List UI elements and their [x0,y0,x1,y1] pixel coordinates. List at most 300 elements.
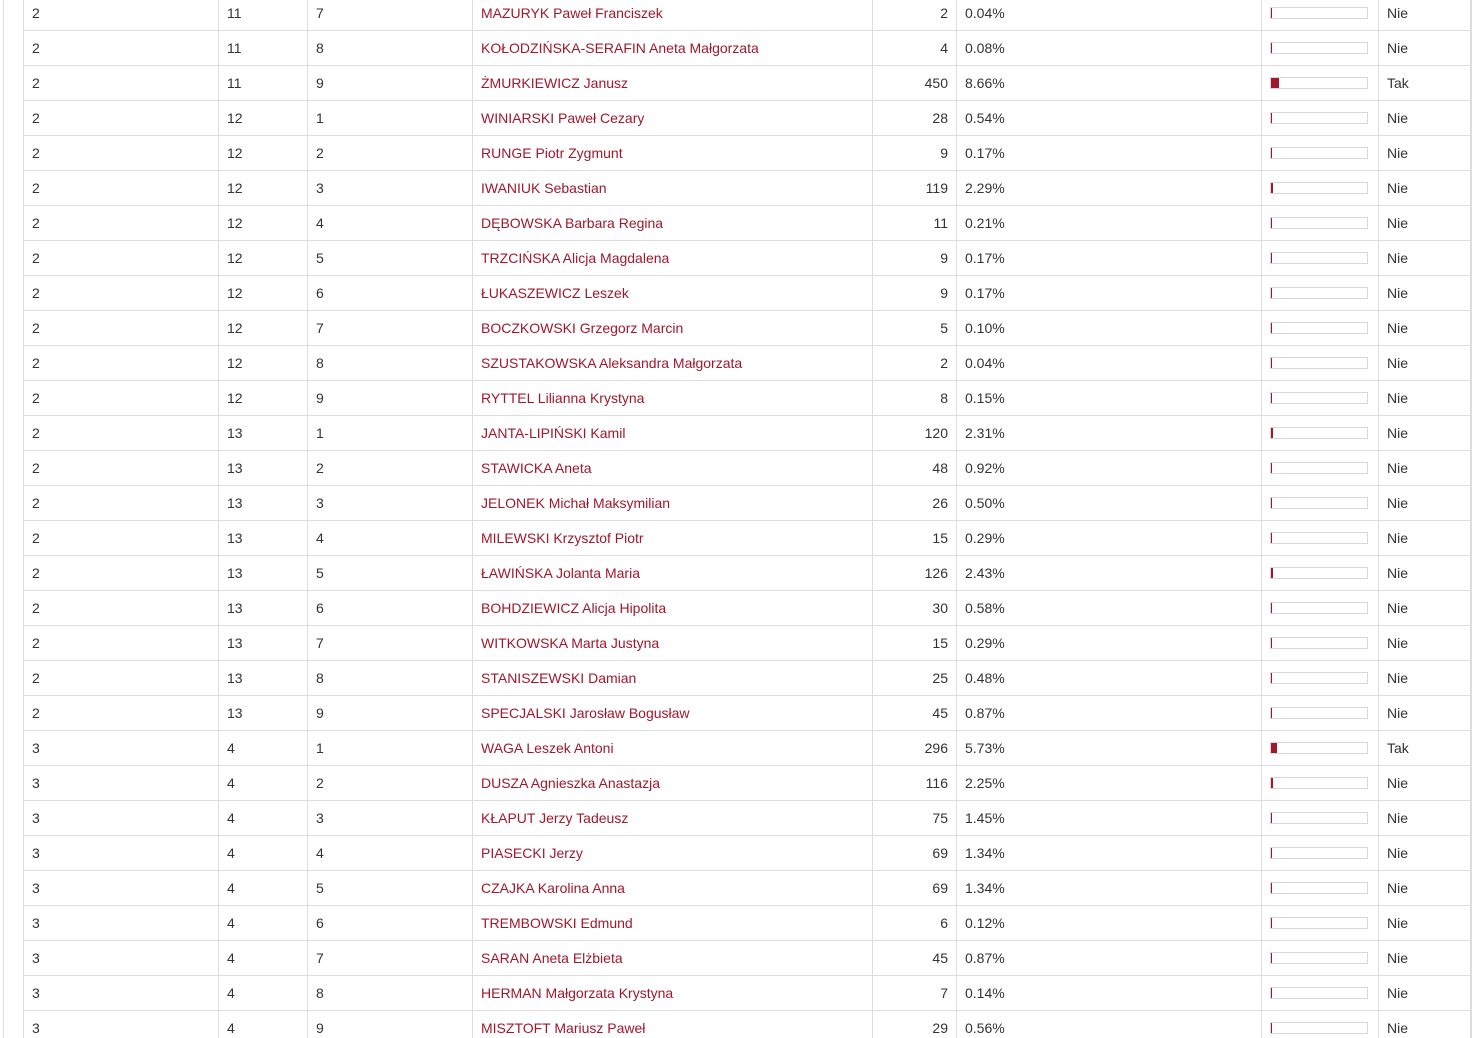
share-bar-cell [1262,976,1379,1011]
percent-text: 0.15% [965,390,1005,406]
list-position-cell [308,346,473,381]
votes-text: 29 [932,1020,948,1036]
list-position-cell [308,941,473,976]
vote-share-bar-fill [1271,918,1272,928]
district-cell [24,836,219,871]
list-number-text: 11 [227,40,242,56]
percent-text: 0.54% [965,110,1005,126]
candidate-name-cell [473,0,873,31]
district-text: 2 [32,600,40,616]
candidate-link[interactable]: WAGA Leszek Antoni [481,740,614,756]
district-text: 3 [32,880,40,896]
percent-text: 0.92% [965,460,1005,476]
district-text: 2 [32,145,40,161]
candidate-name-cell [473,906,873,941]
vote-share-bar-fill [1271,358,1272,368]
list-position-text: 2 [316,460,324,476]
candidate-link[interactable]: MAZURYK Paweł Franciszek [481,5,663,21]
list-position-text: 2 [316,145,324,161]
list-position-cell [308,556,473,591]
district-cell [24,696,219,731]
vote-share-bar [1270,182,1368,194]
percent-cell [957,241,1262,276]
candidate-link[interactable]: KOŁODZIŃSKA-SERAFIN Aneta Małgorzata [481,40,759,56]
vote-share-bar-fill [1271,498,1272,508]
percent-text: 0.29% [965,635,1005,651]
vote-share-bar [1270,777,1368,789]
votes-cell [873,941,957,976]
percent-text: 1.45% [965,810,1005,826]
elected-text: Nie [1387,915,1409,931]
list-position-cell [308,136,473,171]
list-number-cell [219,871,308,906]
elected-text: Nie [1387,600,1409,616]
list-position-text: 7 [316,5,324,21]
percent-text: 5.73% [965,740,1005,756]
vote-share-bar [1270,882,1368,894]
table-row [24,871,1472,906]
district-cell [24,486,219,521]
candidates-results-table [23,0,1472,1038]
candidate-name-cell [473,311,873,346]
list-position-cell [308,66,473,101]
percent-cell [957,556,1262,591]
list-position-cell [308,416,473,451]
votes-cell [873,381,957,416]
vote-share-bar [1270,602,1368,614]
percent-cell [957,801,1262,836]
elected-text: Nie [1387,320,1409,336]
share-bar-cell [1262,416,1379,451]
votes-text: 8 [940,390,948,406]
list-position-cell [308,976,473,1011]
candidate-name-cell [473,416,873,451]
vote-share-bar-fill [1271,848,1272,858]
vote-share-bar [1270,357,1368,369]
district-cell [24,766,219,801]
candidate-link[interactable]: WINIARSKI Paweł Cezary [481,110,645,126]
votes-cell [873,101,957,136]
list-position-cell [308,0,473,31]
table-row [24,0,1472,31]
votes-cell [873,171,957,206]
percent-cell [957,1011,1262,1038]
votes-text: 120 [924,425,948,441]
candidate-name-cell [473,836,873,871]
percent-cell [957,696,1262,731]
list-position-cell [308,31,473,66]
votes-text: 296 [924,740,948,756]
district-cell [24,591,219,626]
percent-cell [957,276,1262,311]
votes-text: 15 [932,635,948,651]
table-row [24,941,1472,976]
candidate-link[interactable]: DUSZA Agnieszka Anastazja [481,775,660,791]
list-position-text: 3 [316,495,324,511]
candidate-name-cell [473,136,873,171]
percent-text: 0.87% [965,950,1005,966]
votes-text: 119 [925,180,948,196]
list-position-cell [308,1011,473,1038]
district-cell [24,136,219,171]
vote-share-bar-fill [1271,568,1273,578]
candidate-link[interactable]: CZAJKA Karolina Anna [481,880,625,896]
votes-text: 45 [932,705,948,721]
candidate-link[interactable]: SZUSTAKOWSKA Aleksandra Małgorzata [481,355,743,371]
elected-text: Nie [1387,880,1409,896]
candidate-name-cell [473,66,873,101]
list-position-text: 5 [316,880,324,896]
elected-text: Nie [1387,670,1409,686]
table-row [24,451,1472,486]
elected-cell [1379,101,1472,136]
candidate-link[interactable]: IWANIUK Sebastian [481,180,607,196]
elected-cell [1379,976,1472,1011]
candidate-name-cell [473,101,873,136]
district-text: 2 [32,670,40,686]
candidate-link[interactable]: PIASECKI Jerzy [481,845,583,861]
list-position-cell [308,836,473,871]
percent-cell [957,346,1262,381]
list-position-text: 5 [316,565,324,581]
elected-cell [1379,381,1472,416]
list-number-cell [219,1011,308,1038]
list-number-cell [219,101,308,136]
district-text: 3 [32,740,40,756]
elected-text: Nie [1387,985,1409,1001]
elected-cell [1379,556,1472,591]
vote-share-bar [1270,287,1368,299]
candidate-link[interactable]: HERMAN Małgorzata Krystyna [481,985,674,1001]
table-row [24,906,1472,941]
list-position-text: 8 [316,40,324,56]
votes-text: 116 [925,775,948,791]
vote-share-bar-fill [1271,253,1272,263]
list-position-cell [308,311,473,346]
percent-cell [957,591,1262,626]
share-bar-cell [1262,171,1379,206]
percent-cell [957,136,1262,171]
percent-cell [957,311,1262,346]
list-number-text: 4 [227,950,235,966]
district-text: 3 [32,845,40,861]
district-text: 2 [32,5,40,21]
list-number-text: 13 [227,460,243,476]
vote-share-bar-fill [1271,463,1272,473]
vote-share-bar [1270,42,1368,54]
district-cell [24,66,219,101]
candidate-link[interactable]: STANISZEWSKI Damian [481,670,637,686]
candidate-link[interactable]: MISZTOFT Mariusz Paweł [481,1020,646,1036]
candidate-name-cell [473,976,873,1011]
list-number-text: 13 [227,425,243,441]
list-number-cell [219,241,308,276]
elected-cell [1379,31,1472,66]
list-position-text: 7 [316,320,324,336]
list-position-text: 7 [316,635,324,651]
elected-cell [1379,731,1472,766]
percent-cell [957,661,1262,696]
list-position-cell [308,101,473,136]
candidate-link[interactable]: TRZCIŃSKA Alicja Magdalena [481,250,670,266]
vote-share-bar-fill [1271,953,1272,963]
candidate-link[interactable]: KŁAPUT Jerzy Tadeusz [481,810,629,826]
table-row [24,381,1472,416]
vote-share-bar [1270,987,1368,999]
district-text: 2 [32,320,40,336]
candidate-link[interactable]: JELONEK Michał Maksymilian [481,495,671,511]
table-row [24,556,1472,591]
candidate-link[interactable]: ŻMURKIEWICZ Janusz [481,75,629,91]
candidate-link[interactable]: DĘBOWSKA Barbara Regina [481,215,664,231]
vote-share-bar [1270,917,1368,929]
list-number-text: 12 [227,285,243,301]
list-number-text: 12 [227,110,243,126]
table-row [24,241,1472,276]
candidate-link[interactable]: MILEWSKI Krzysztof Piotr [481,530,644,546]
list-number-text: 4 [227,985,235,1001]
share-bar-cell [1262,731,1379,766]
elected-cell [1379,871,1472,906]
table-row [24,66,1472,101]
candidate-link[interactable]: ŁAWIŃSKA Jolanta Maria [481,565,640,581]
percent-cell [957,101,1262,136]
list-number-cell [219,381,308,416]
list-number-cell [219,591,308,626]
list-position-text: 6 [316,600,324,616]
votes-cell [873,521,957,556]
votes-text: 4 [940,40,948,56]
share-bar-cell [1262,521,1379,556]
list-position-cell [308,276,473,311]
candidate-name-cell [473,381,873,416]
elected-cell [1379,521,1472,556]
vote-share-bar [1270,812,1368,824]
table-row [24,521,1472,556]
district-cell [24,31,219,66]
district-text: 2 [32,355,40,371]
votes-text: 2 [940,5,948,21]
candidate-name-cell [473,276,873,311]
votes-text: 75 [932,810,948,826]
votes-text: 69 [932,845,948,861]
share-bar-cell [1262,906,1379,941]
share-bar-cell [1262,766,1379,801]
elected-text: Nie [1387,355,1409,371]
votes-cell [873,241,957,276]
votes-cell [873,976,957,1011]
percent-cell [957,66,1262,101]
elected-cell [1379,171,1472,206]
percent-cell [957,521,1262,556]
table-row [24,801,1472,836]
percent-cell [957,941,1262,976]
page-left-border [3,0,4,1038]
elected-cell [1379,941,1472,976]
list-number-text: 13 [227,705,243,721]
list-position-text: 3 [316,810,324,826]
district-cell [24,346,219,381]
candidate-link[interactable]: SPECJALSKI Jarosław Bogusław [481,705,690,721]
percent-cell [957,626,1262,661]
list-number-cell [219,521,308,556]
district-cell [24,416,219,451]
vote-share-bar-fill [1271,1023,1272,1033]
list-position-text: 9 [316,1020,324,1036]
percent-cell [957,0,1262,31]
votes-cell [873,836,957,871]
list-position-text: 3 [316,180,324,196]
list-position-text: 5 [316,250,324,266]
percent-text: 0.50% [965,495,1005,511]
vote-share-bar-fill [1271,78,1279,88]
votes-text: 48 [932,460,948,476]
share-bar-cell [1262,0,1379,31]
list-position-cell [308,381,473,416]
district-cell [24,276,219,311]
list-number-cell [219,66,308,101]
vote-share-bar-fill [1271,288,1272,298]
candidate-link[interactable]: BOHDZIEWICZ Alicja Hipolita [481,600,667,616]
share-bar-cell [1262,311,1379,346]
list-position-cell [308,591,473,626]
list-number-cell [219,626,308,661]
share-bar-cell [1262,1011,1379,1038]
vote-share-bar-fill [1271,183,1273,193]
percent-text: 0.56% [965,1020,1005,1036]
vote-share-bar-fill [1271,603,1272,613]
candidate-link[interactable]: BOCZKOWSKI Grzegorz Marcin [481,320,684,336]
list-number-cell [219,556,308,591]
elected-cell [1379,661,1472,696]
candidate-name-cell [473,206,873,241]
share-bar-cell [1262,486,1379,521]
percent-text: 0.17% [965,250,1005,266]
list-number-cell [219,346,308,381]
table-row [24,346,1472,381]
elected-cell [1379,241,1472,276]
votes-cell [873,906,957,941]
district-cell [24,731,219,766]
candidate-link[interactable]: RUNGE Piotr Zygmunt [481,145,623,161]
elected-cell [1379,0,1472,31]
candidate-link[interactable]: TREMBOWSKI Edmund [481,915,633,931]
candidate-name-cell [473,1011,873,1038]
list-position-text: 6 [316,915,324,931]
table-row [24,731,1472,766]
percent-text: 0.17% [965,145,1005,161]
district-cell [24,171,219,206]
share-bar-cell [1262,346,1379,381]
vote-share-bar-fill [1271,393,1272,403]
votes-text: 15 [932,530,948,546]
vote-share-bar-fill [1271,638,1272,648]
elected-text: Nie [1387,460,1409,476]
votes-cell [873,276,957,311]
vote-share-bar [1270,322,1368,334]
vote-share-bar-fill [1271,708,1272,718]
district-text: 2 [32,495,40,511]
votes-text: 450 [924,75,948,91]
percent-text: 8.66% [965,75,1005,91]
list-number-text: 12 [227,390,243,406]
candidate-link[interactable]: STAWICKA Aneta [481,460,592,476]
candidate-link[interactable]: ŁUKASZEWICZ Leszek [481,285,629,301]
elected-text: Nie [1387,180,1409,196]
table-row [24,171,1472,206]
candidate-link[interactable]: JANTA-LIPIŃSKI Kamil [481,425,626,441]
district-text: 2 [32,705,40,721]
votes-cell [873,1011,957,1038]
elected-cell [1379,591,1472,626]
elected-text: Nie [1387,40,1409,56]
list-number-cell [219,906,308,941]
candidate-name-cell [473,766,873,801]
candidate-name-cell [473,591,873,626]
votes-text: 5 [940,320,948,336]
list-number-text: 4 [227,810,235,826]
list-position-cell [308,486,473,521]
votes-cell [873,31,957,66]
votes-text: 7 [940,985,948,1001]
list-position-text: 2 [316,775,324,791]
elected-text: Nie [1387,775,1409,791]
votes-cell [873,556,957,591]
district-cell [24,661,219,696]
percent-cell [957,906,1262,941]
district-text: 2 [32,635,40,651]
table-row [24,101,1472,136]
list-position-cell [308,241,473,276]
district-text: 3 [32,775,40,791]
elected-cell [1379,1011,1472,1038]
votes-text: 25 [932,670,948,686]
list-position-text: 7 [316,950,324,966]
list-position-cell [308,696,473,731]
elected-cell [1379,276,1472,311]
list-position-cell [308,871,473,906]
district-cell [24,451,219,486]
vote-share-bar [1270,1022,1368,1034]
table-row [24,766,1472,801]
list-number-cell [219,976,308,1011]
list-number-cell [219,801,308,836]
elected-text: Nie [1387,145,1409,161]
percent-text: 0.04% [965,5,1005,21]
district-text: 2 [32,40,40,56]
votes-text: 9 [940,285,948,301]
candidate-link[interactable]: SARAN Aneta Elżbieta [481,950,623,966]
share-bar-cell [1262,451,1379,486]
district-text: 2 [32,390,40,406]
district-cell [24,206,219,241]
list-number-text: 12 [227,145,243,161]
votes-cell [873,766,957,801]
candidate-link[interactable]: RYTTEL Lilianna Krystyna [481,390,645,406]
list-number-cell [219,311,308,346]
list-position-cell [308,766,473,801]
district-cell [24,1011,219,1038]
candidate-name-cell [473,556,873,591]
percent-text: 2.43% [965,565,1005,581]
district-cell [24,906,219,941]
district-cell [24,556,219,591]
candidate-link[interactable]: WITKOWSKA Marta Justyna [481,635,660,651]
district-text: 2 [32,180,40,196]
candidate-name-cell [473,346,873,381]
list-position-text: 9 [316,390,324,406]
vote-share-bar-fill [1271,813,1272,823]
